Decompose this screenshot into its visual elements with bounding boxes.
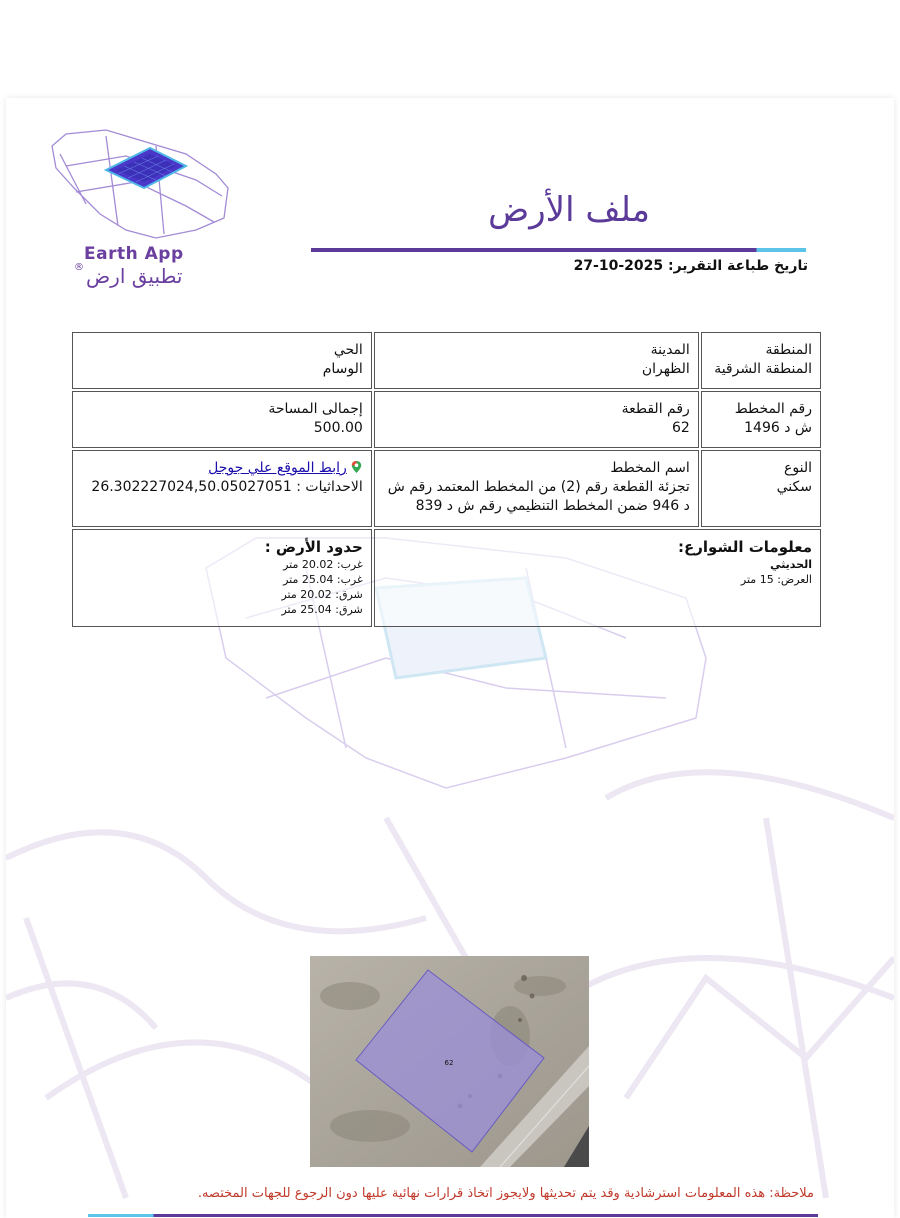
footer-line <box>88 1214 818 1217</box>
boundary-length: 20.02 متر <box>283 558 334 571</box>
plot-number-label: رقم القطعة <box>621 401 690 417</box>
plan-number-label: رقم المخطط <box>734 401 812 417</box>
district-value: الوسام <box>322 361 363 377</box>
boundary-side: شرق: <box>335 588 363 601</box>
type-value: سكني <box>776 479 812 495</box>
plot-number-cell <box>374 391 699 448</box>
boundary-side: غرب: <box>336 558 363 571</box>
boundary-item <box>81 602 363 617</box>
coordinates-label: الاحداثيات : <box>296 479 363 495</box>
boundary-length: 25.04 متر <box>283 573 334 586</box>
region-label: المنطقة <box>765 342 812 358</box>
top-margin <box>0 0 900 98</box>
table-row <box>72 529 821 627</box>
coordinates-value: 26.302227024,50.05027051 <box>91 479 292 495</box>
document-page <box>6 98 894 1218</box>
brand-name-en: Earth App <box>84 244 184 264</box>
table-row <box>72 450 821 527</box>
plot-satellite-map <box>310 956 589 1167</box>
street-width-value: 15 متر <box>740 573 774 586</box>
street-width-label: العرض: <box>777 573 812 586</box>
disclaimer-note: ملاحظة: هذه المعلومات استرشادية وقد يتم تحديثها ولايجوز اتخاذ قرارات نهائية عليها دون الرجوع للجهات المختصه. <box>197 1186 814 1201</box>
plot-label: 62 <box>444 1059 454 1067</box>
location-cell <box>72 450 372 527</box>
city-cell <box>374 332 699 389</box>
location-link-row <box>81 459 363 478</box>
table-row <box>72 391 821 448</box>
plan-number-value: ش د 1496 <box>744 420 812 436</box>
street-name: الحديثي <box>770 558 812 571</box>
google-maps-link[interactable]: رابط الموقع علي جوجل <box>208 460 347 476</box>
land-info-table <box>70 330 823 629</box>
total-area-label: إجمالى المساحة <box>268 401 363 417</box>
boundaries-cell <box>72 529 372 627</box>
plan-name-value: تجزئة القطعة رقم (2) من المخطط المعتمد رقم ش د 946 ضمن المخطط التنظيمي رقم ش د 839 <box>387 479 690 514</box>
region-value: المنطقة الشرقية <box>714 361 812 377</box>
boundaries-heading: حدود الأرض : <box>264 538 363 556</box>
region-cell <box>701 332 821 389</box>
city-value: الظهران <box>641 361 690 377</box>
type-cell <box>701 450 821 527</box>
print-date-label: تاريخ طباعة التقرير: <box>668 258 808 274</box>
registered-mark: ® <box>74 262 84 273</box>
title-underline <box>311 248 806 252</box>
city-label: المدينة <box>650 342 690 358</box>
boundary-item <box>81 587 363 602</box>
map-pin-icon <box>350 460 363 474</box>
print-date-value: 27-10-2025 <box>573 258 664 274</box>
type-label: النوع <box>784 460 812 476</box>
district-label: الحي <box>333 342 363 358</box>
plan-name-cell <box>374 450 699 527</box>
boundary-length: 20.02 متر <box>281 588 332 601</box>
print-date <box>574 258 808 274</box>
streets-cell <box>374 529 821 627</box>
streets-heading: معلومات الشوارع: <box>678 538 812 556</box>
district-cell <box>72 332 372 389</box>
street-width <box>383 572 812 587</box>
boundary-length: 25.04 متر <box>281 603 332 616</box>
boundary-side: غرب: <box>336 573 363 586</box>
boundary-item <box>81 572 363 587</box>
total-area-value: 500.00 <box>313 420 363 436</box>
plan-number-cell <box>701 391 821 448</box>
coordinates-row <box>81 478 363 497</box>
plan-name-label: اسم المخطط <box>610 460 690 476</box>
boundary-item <box>81 557 363 572</box>
plot-number-value: 62 <box>671 420 690 436</box>
table-row <box>72 332 821 389</box>
boundary-side: شرق: <box>335 603 363 616</box>
page-title: ملف الأرض <box>488 190 650 230</box>
total-area-cell <box>72 391 372 448</box>
brand-name-ar: تطبيق ارض <box>86 264 183 288</box>
